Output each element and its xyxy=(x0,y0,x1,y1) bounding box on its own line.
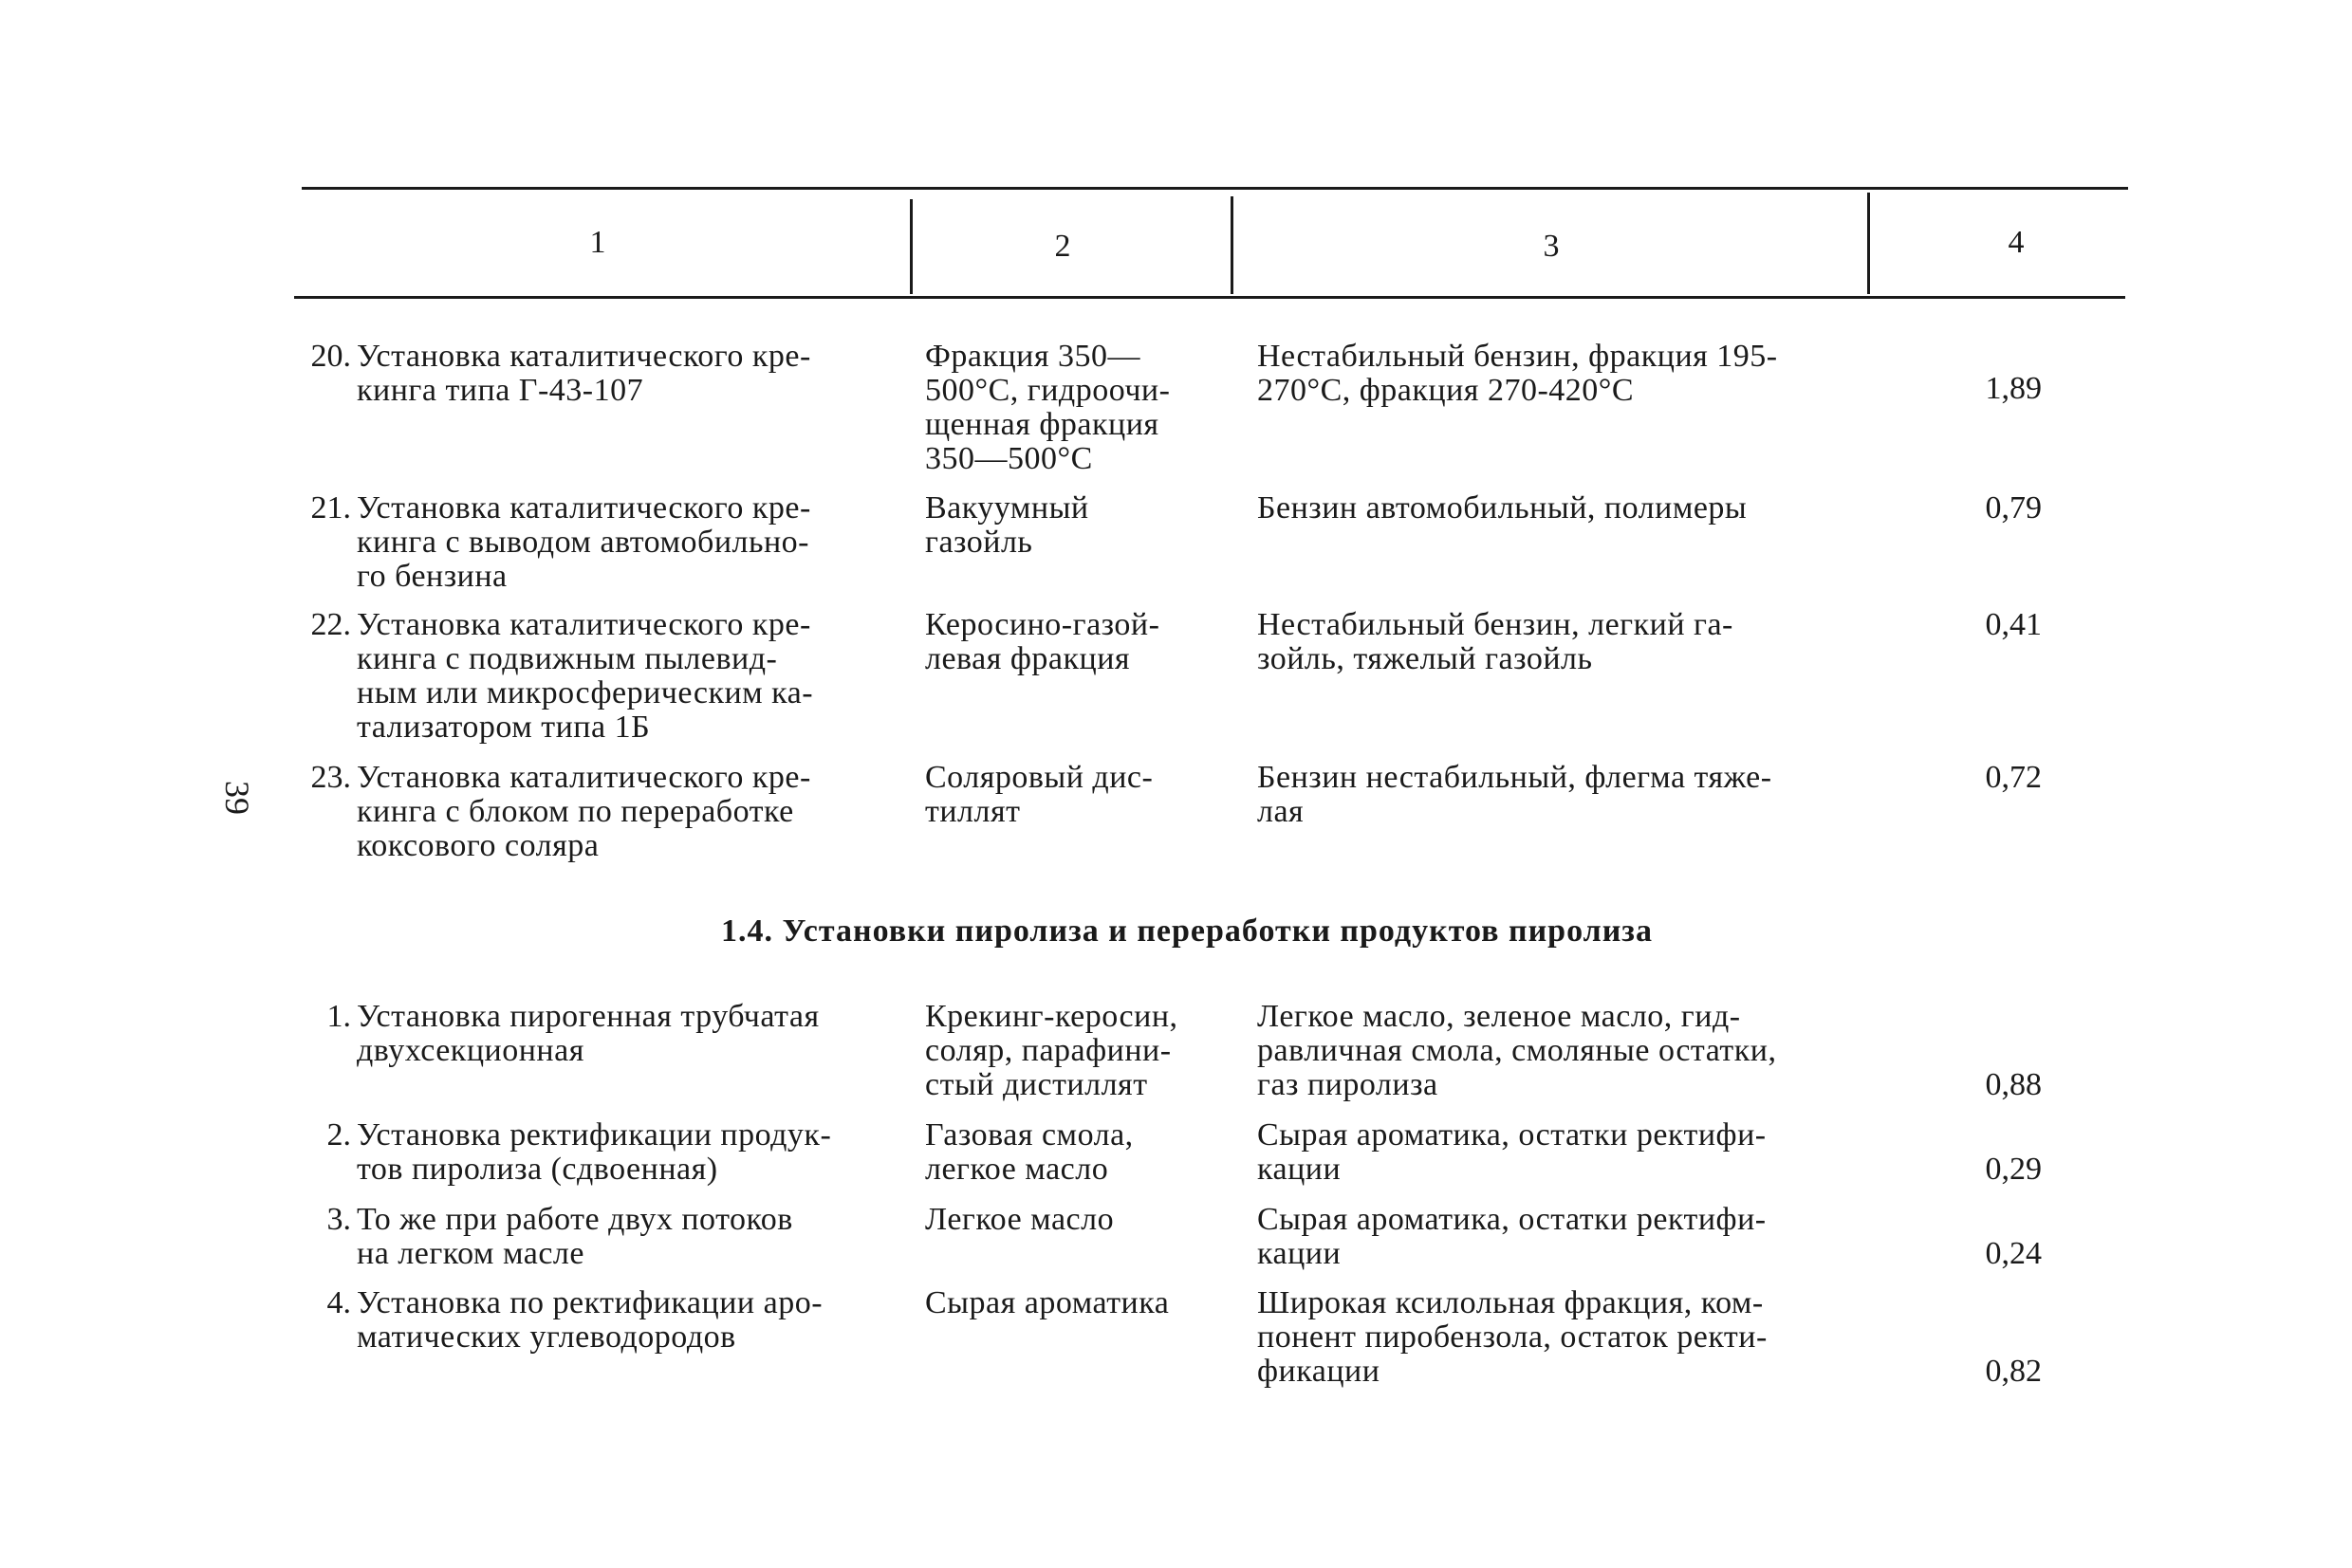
products: Нестабильный бензин, фракция 195- 270°С, фракция 270-420°С xyxy=(1257,339,1778,408)
row-number: 2. xyxy=(326,1117,351,1153)
row-number: 20. xyxy=(310,339,351,374)
products: Легкое масло, зеленое масло, гид- равличная смола, смоляные остатки, газ пиролиза xyxy=(1257,999,1777,1102)
products: Нестабильный бензин, легкий га- зойль, тяжелый газойль xyxy=(1257,607,1733,676)
column-header-3: 3 xyxy=(1543,229,1560,264)
coefficient-value: 0,41 xyxy=(1985,607,2042,642)
feedstock: Керосино-газой- левая фракция xyxy=(925,607,1160,676)
feedstock: Вакуумный газойль xyxy=(925,490,1089,560)
coefficient-value: 0,24 xyxy=(1985,1236,2042,1271)
unit-name: Установка по ректификации аро- матических углеводородов xyxy=(357,1285,824,1355)
coefficient-value: 0,82 xyxy=(1985,1354,2042,1389)
feedstock: Соляровый дис- тиллят xyxy=(925,760,1154,829)
unit-name: Установка пирогенная трубчатая двухсекционная xyxy=(357,999,820,1068)
row-number: 21. xyxy=(310,490,351,526)
feedstock: Сырая ароматика xyxy=(925,1285,1170,1320)
row-number: 4. xyxy=(326,1285,351,1320)
unit-name: Установка каталитического кре- кинга типа Г-43-107 xyxy=(357,339,811,408)
header-bottom-rule xyxy=(294,296,2125,299)
header-divider-1 xyxy=(910,199,913,294)
row-number: 23. xyxy=(310,760,351,795)
row-number: 1. xyxy=(326,999,351,1034)
coefficient-value: 0,79 xyxy=(1985,490,2042,526)
column-header-1: 1 xyxy=(589,225,606,260)
coefficient-value: 0,72 xyxy=(1985,760,2042,795)
header-divider-2 xyxy=(1231,196,1233,294)
coefficient-value: 0,29 xyxy=(1985,1152,2042,1187)
feedstock: Легкое масло xyxy=(925,1202,1115,1237)
coefficient-value: 1,89 xyxy=(1985,371,2042,406)
products: Бензин автомобильный, полимеры xyxy=(1257,490,1748,526)
unit-name: Установка ректификации продук- тов пиролиза (сдвоенная) xyxy=(357,1117,832,1187)
products: Широкая ксилольная фракция, ком- понент пиробензола, остаток ректи- фикации xyxy=(1257,1285,1768,1389)
row-number: 3. xyxy=(326,1202,351,1237)
column-header-4: 4 xyxy=(2008,225,2025,260)
unit-name: Установка каталитического кре- кинга с выводом автомобильно- го бензина xyxy=(357,490,811,594)
section-title: 1.4. Установки пиролиза и переработки продуктов пиролиза xyxy=(721,913,1653,949)
page-number: 39 xyxy=(218,781,256,815)
column-header-2: 2 xyxy=(1054,229,1071,264)
row-number: 22. xyxy=(310,607,351,642)
products: Сырая ароматика, остатки ректифи- кации xyxy=(1257,1117,1767,1187)
feedstock: Крекинг-керосин, соляр, парафини- стый дистиллят xyxy=(925,999,1178,1102)
coefficient-value: 0,88 xyxy=(1985,1067,2042,1102)
feedstock: Газовая смола, легкое масло xyxy=(925,1117,1134,1187)
products: Сырая ароматика, остатки ректифи- кации xyxy=(1257,1202,1767,1271)
products: Бензин нестабильный, флегма тяже- лая xyxy=(1257,760,1772,829)
unit-name: То же при работе двух потоков на легком масле xyxy=(357,1202,793,1271)
unit-name: Установка каталитического кре- кинга с подвижным пылевид- ным или микросферическим ка- тализатором типа 1Б xyxy=(357,607,814,745)
header-divider-3 xyxy=(1867,193,1870,294)
unit-name: Установка каталитического кре- кинга с блоком по переработке коксового соляра xyxy=(357,760,811,863)
header-top-rule xyxy=(302,187,2128,190)
feedstock: Фракция 350— 500°С, гидроочи- щенная фракция 350—500°С xyxy=(925,339,1171,476)
